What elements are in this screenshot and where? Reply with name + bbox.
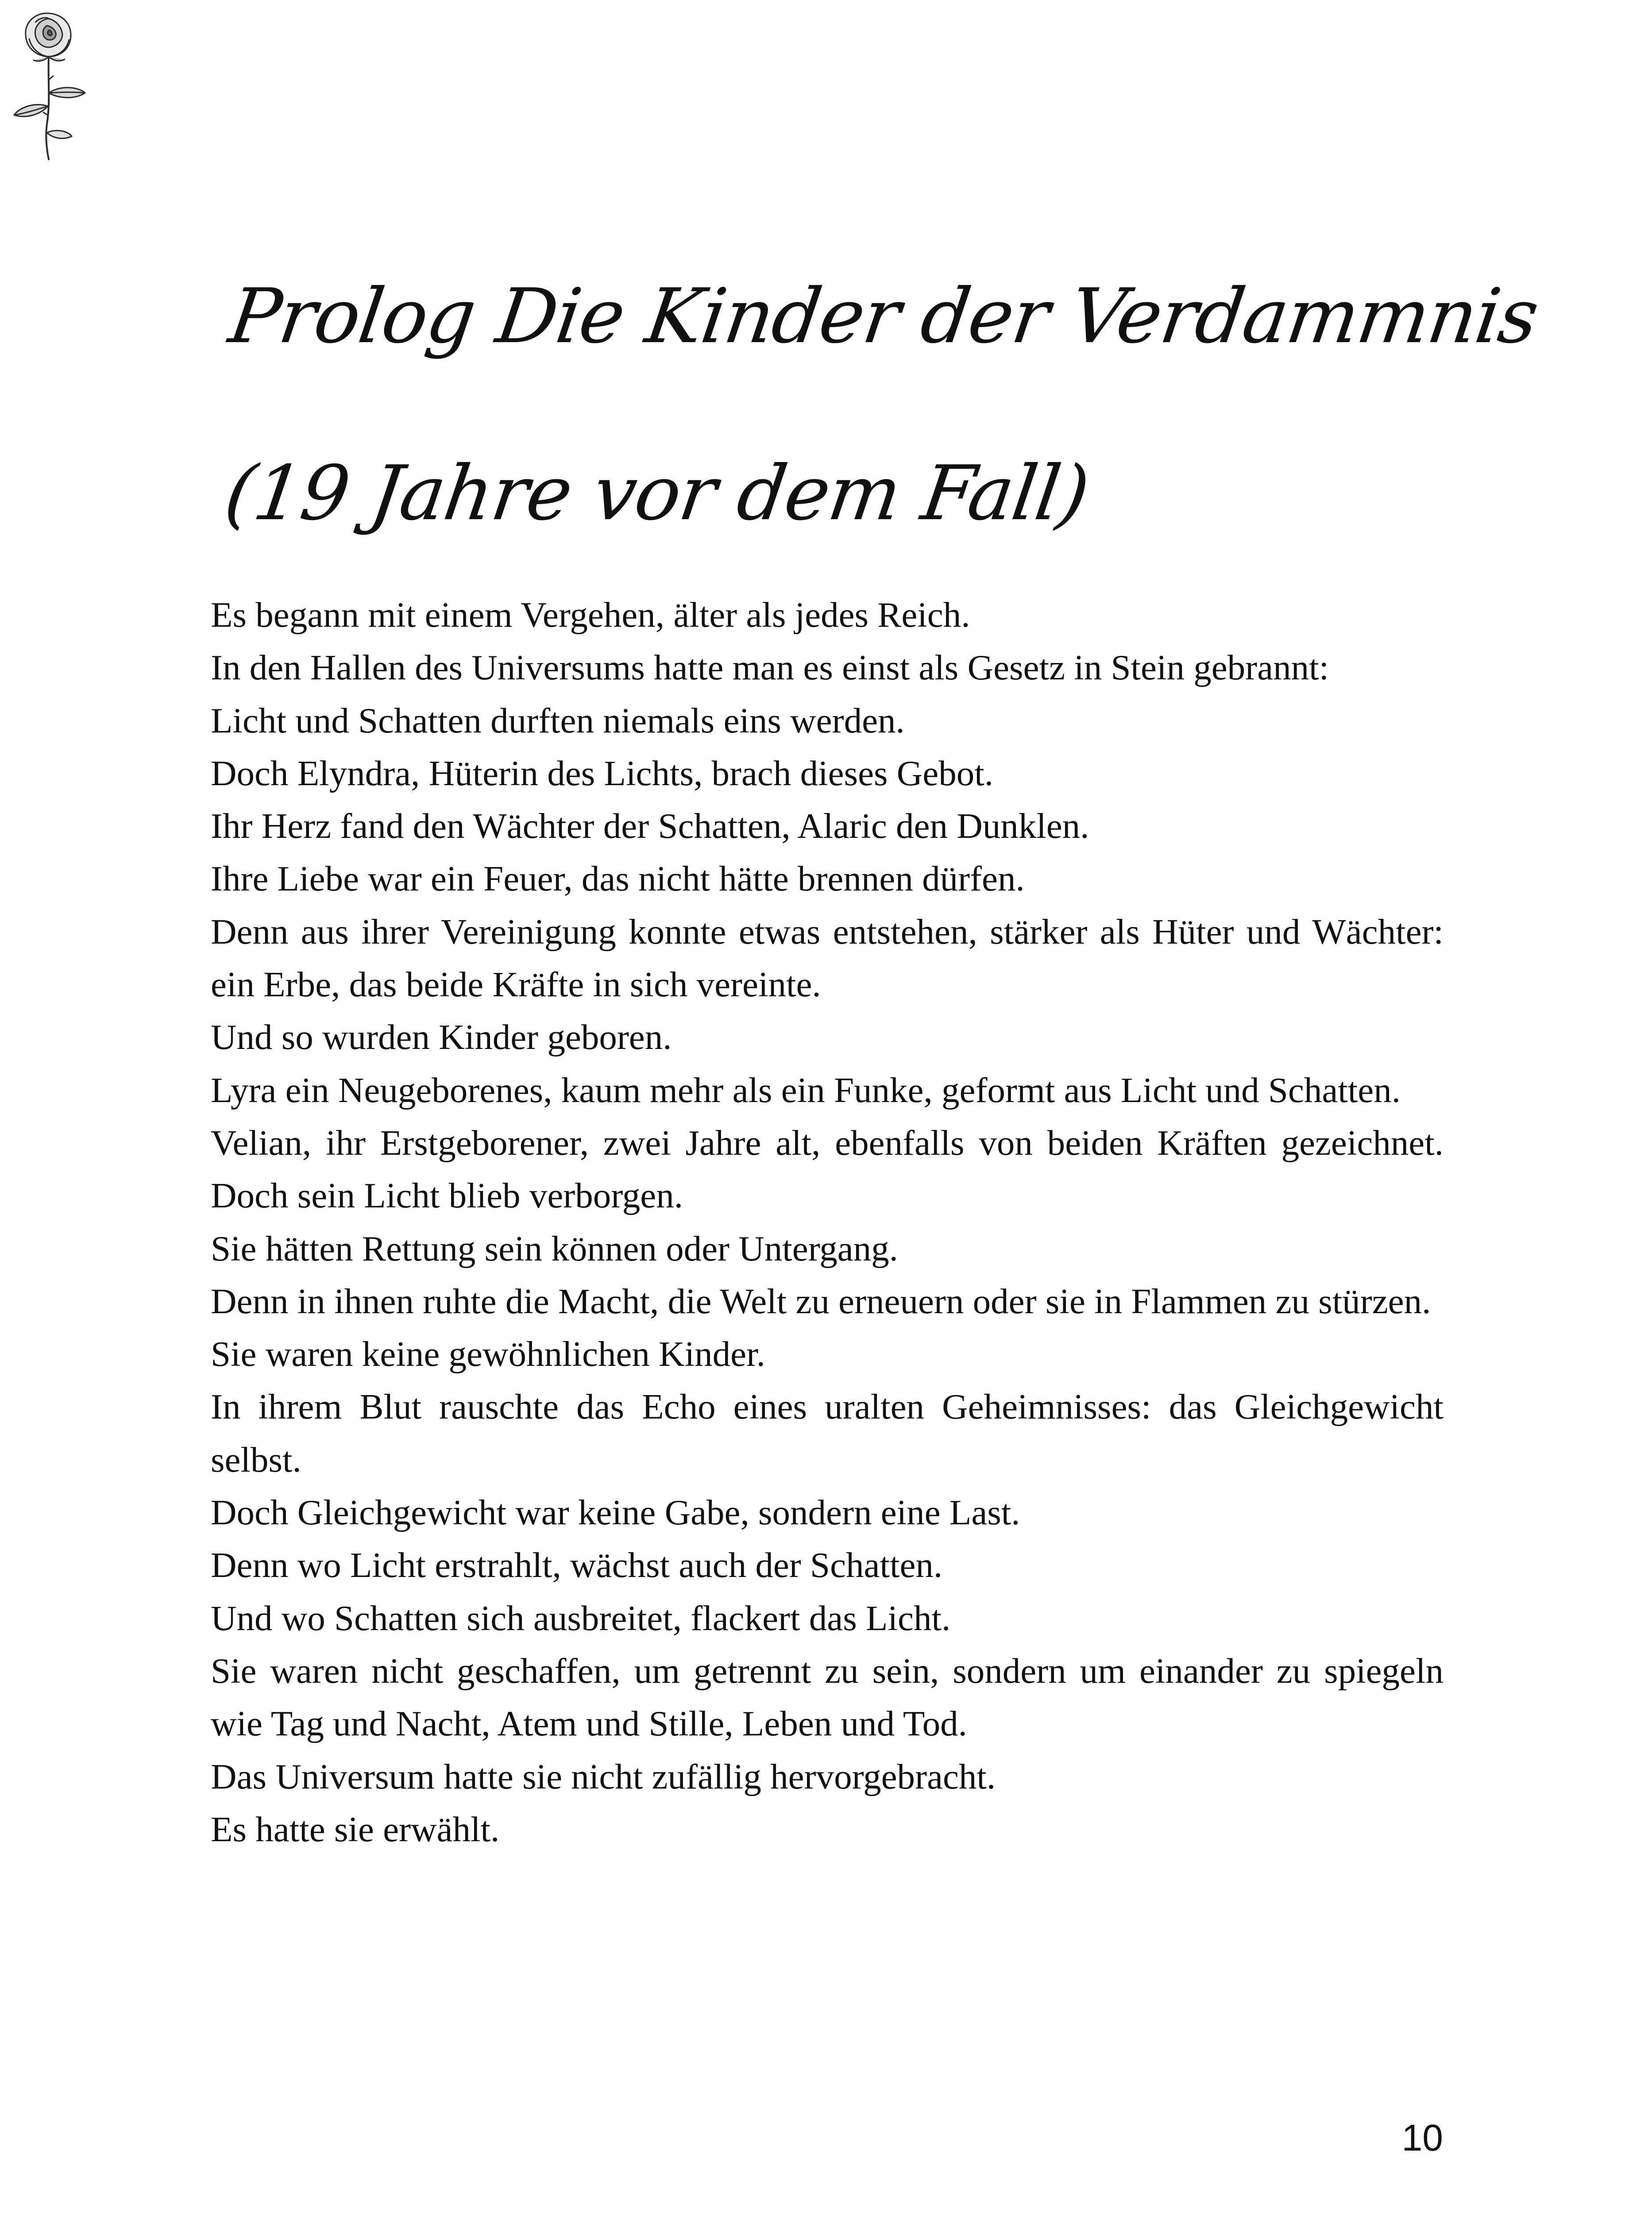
paragraph: Und so wurden Kinder geboren. [211, 1017, 672, 1057]
page-number: 10 [1401, 2117, 1443, 2159]
paragraph: Denn aus ihrer Vereinigung konnte etwas entstehen, stärker als Hüter und Wächter: ein Erbe, das beide Kräfte in sich vereinte. [211, 911, 1444, 1005]
paragraph: Sie waren keine gewöhnlichen Kinder. [211, 1334, 765, 1374]
paragraph: In ihrem Blut rauschte das Echo eines uralten Geheimnisses: das Gleichgewicht selbst. [211, 1387, 1444, 1480]
paragraph: Velian, ihr Erstgeborener, zwei Jahre alt, ebenfalls von beiden Kräften gezeichnet. Doch sein Licht blieb verborgen. [211, 1122, 1444, 1216]
rose-icon [4, 4, 93, 164]
paragraph: Es hatte sie erwählt. [211, 1809, 500, 1849]
paragraph: Licht und Schatten durften niemals eins werden. [211, 700, 905, 740]
chapter-title-block [212, 248, 1543, 589]
paragraph: In den Hallen des Universums hatte man es einst als Gesetz in Stein gebrannt: [211, 648, 1329, 688]
paragraph: Lyra ein Neugeborenes, kaum mehr als ein Funke, geformt aus Licht und Schatten. [211, 1070, 1401, 1110]
paragraph: Sie hätten Rettung sein können oder Untergang. [211, 1228, 898, 1268]
paragraph: Ihre Liebe war ein Feuer, das nicht hätte brennen dürfen. [211, 859, 1025, 899]
paragraph: Denn wo Licht erstrahlt, wächst auch der Schatten. [211, 1545, 943, 1585]
paragraph: Ihr Herz fand den Wächter der Schatten, Alaric den Dunklen. [211, 806, 1089, 846]
paragraph: Und wo Schatten sich ausbreitet, flackert das Licht. [211, 1598, 951, 1638]
chapter-subtitle: (19 Jahre vor dem Fall) [220, 450, 1094, 537]
paragraph: Sie waren nicht geschaffen, um getrennt zu sein, sondern um einander zu spiegeln wie Tag und Nacht, Atem und Stille, Leben und Tod. [211, 1650, 1444, 1744]
paragraph: Es begann mit einem Vergehen, älter als jedes Reich. [211, 595, 970, 635]
paragraph: Doch Gleichgewicht war keine Gabe, sondern eine Last. [211, 1492, 1020, 1533]
paragraph: Doch Elyndra, Hüterin des Lichts, brach dieses Gebot. [211, 753, 993, 793]
prologue-text [211, 589, 1444, 1856]
chapter-title: Prolog Die Kinder der Verdammnis [224, 273, 1543, 360]
paragraph: Denn in ihnen ruhte die Macht, die Welt zu erneuern oder sie in Flammen zu stürzen. [211, 1281, 1431, 1321]
paragraph: Das Universum hatte sie nicht zufällig hervorgebracht. [211, 1756, 996, 1797]
